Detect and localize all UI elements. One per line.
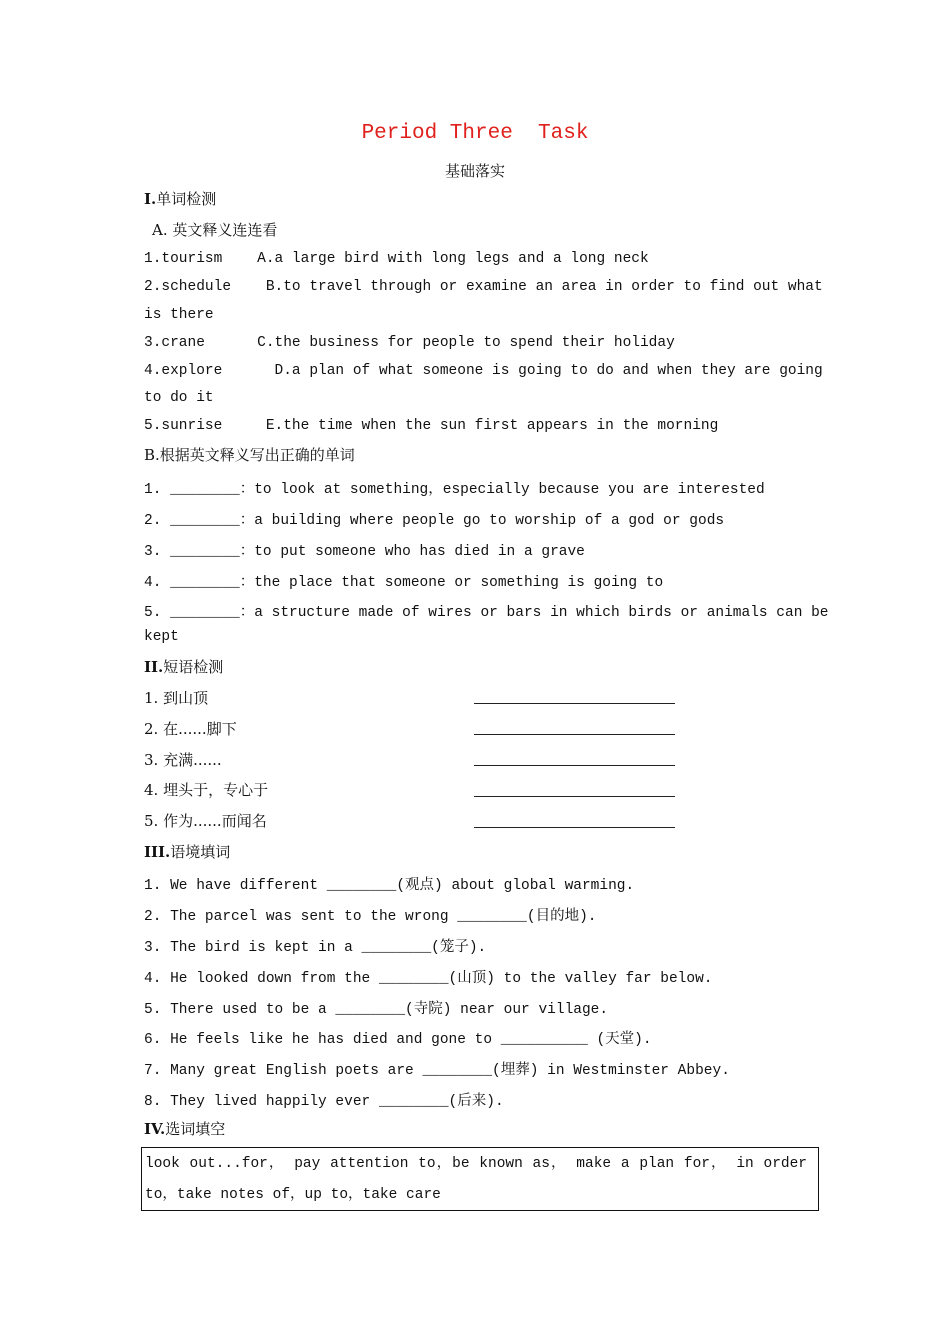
section-3-heading: [144, 841, 230, 862]
part-b-line: 1. ________：to look at something，especially because you are interested: [144, 482, 765, 498]
word-bank-line: to，take notes of，up to，take care: [145, 1187, 441, 1203]
section-1-heading: [144, 188, 216, 209]
word-bank-box: [141, 1147, 819, 1211]
part-b-heading: B.根据英文释义写出正确的单词: [144, 446, 355, 464]
section-4-number: IV.: [144, 1120, 166, 1138]
section-3-title: 语境填词: [170, 843, 231, 861]
fill-in-item: 6. He feels like he has died and gone to __________ (天堂).: [144, 1032, 652, 1048]
phrase-item: 5. 作为......而闻名: [144, 812, 267, 830]
phrase-item: 1. 到山顶: [144, 689, 209, 707]
fill-in-item: 5. There used to be a ________(寺院) near our village.: [144, 1002, 609, 1018]
word-bank-line: look out...for， pay attention to，be known as， make a plan for， in order: [145, 1156, 807, 1172]
answer-line[interactable]: [474, 827, 675, 828]
section-2-number: II.: [144, 658, 164, 676]
section-4-heading: [144, 1118, 225, 1139]
part-a-line: 5.sunrise E.the time when the sun first appears in the morning: [144, 418, 719, 434]
answer-line[interactable]: [474, 796, 675, 797]
phrase-item: 3. 充满......: [144, 751, 222, 769]
fill-in-item: 8. They lived happily ever ________(后来).: [144, 1094, 504, 1110]
section-3-number: III.: [144, 843, 171, 861]
part-a-line: to do it: [144, 390, 214, 406]
answer-line[interactable]: [474, 765, 675, 766]
part-b-line: kept: [144, 629, 179, 645]
part-b-line: 2. ________：a building where people go to worship of a god or gods: [144, 513, 725, 529]
part-a-line: 1.tourism A.a large bird with long legs and a long neck: [144, 251, 649, 267]
fill-in-item: 4. He looked down from the ________(山顶) to the valley far below.: [144, 971, 713, 987]
section-2-heading: [144, 656, 223, 677]
part-a-line: 4.explore D.a plan of what someone is going to do and when they are going: [144, 363, 823, 379]
page-subtitle: 基础落实: [444, 162, 505, 180]
phrase-item: 4. 埋头于，专心于: [144, 781, 269, 799]
page-title: Period Three Task: [361, 122, 589, 145]
part-a-heading: A. 英文释义连连看: [152, 221, 278, 239]
fill-in-item: 7. Many great English poets are ________(埋葬) in Westminster Abbey.: [144, 1063, 730, 1079]
part-b-line: 5. ________：a structure made of wires or bars in which birds or animals can be: [144, 605, 829, 621]
section-1-title: 单词检测: [156, 190, 217, 208]
part-b-line: 3. ________：to put someone who has died in a grave: [144, 544, 585, 560]
answer-line[interactable]: [474, 734, 675, 735]
phrase-item: 2. 在......脚下: [144, 720, 237, 738]
part-b-line: 4. ________：the place that someone or something is going to: [144, 575, 664, 591]
part-a-line: is there: [144, 307, 214, 323]
fill-in-item: 2. The parcel was sent to the wrong ________(目的地).: [144, 909, 597, 925]
part-a-line: 2.schedule B.to travel through or examine an area in order to find out what: [144, 279, 823, 295]
section-2-title: 短语检测: [163, 658, 224, 676]
fill-in-item: 1. We have different ________(观点) about global warming.: [144, 878, 635, 894]
section-4-title: 选词填空: [165, 1120, 226, 1138]
part-a-line: 3.crane C.the business for people to spend their holiday: [144, 335, 675, 351]
answer-line[interactable]: [474, 703, 675, 704]
section-1-number: I.: [144, 190, 157, 208]
fill-in-item: 3. The bird is kept in a ________(笼子).: [144, 940, 487, 956]
